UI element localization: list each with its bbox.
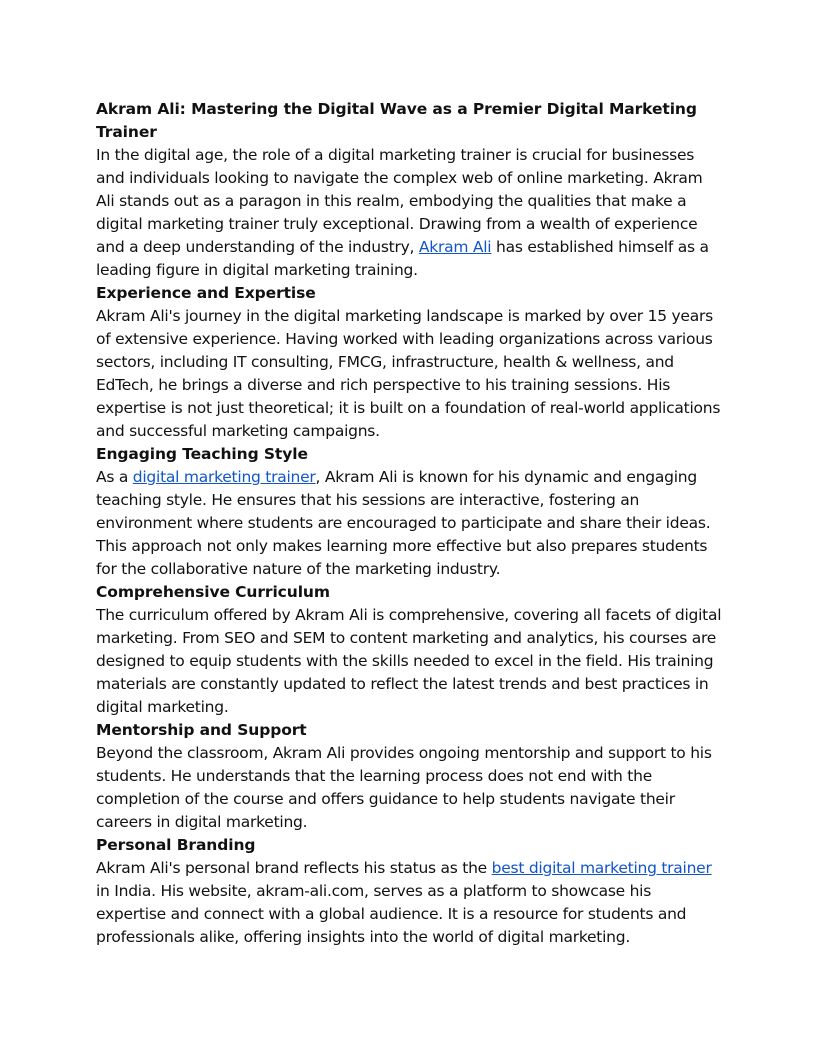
- heading-personal-branding: Personal Branding: [96, 836, 256, 854]
- paragraph-experience-expertise: Akram Ali's journey in the digital marketing landscape is marked by over 15 years of extensive experience. Having worked with leading organizations across various sectors, including IT consulting, FMCG, infrastructure, health & wellness, and EdTech, he brings a diverse and rich perspective to his training sessions. His expertise is not just theoretical; it is built on a foundation of real-world applications and successful marketing campaigns.: [96, 307, 721, 440]
- document-page: [96, 98, 724, 949]
- digital-marketing-trainer-link[interactable]: digital marketing trainer: [132, 468, 316, 486]
- teaching-text-after-link: , Akram Ali is known for his dynamic and engaging teaching style. He ensures that his sessions are interactive, fostering an environment where students are encouraged to participate and share their ideas. This approach not only makes learning more effective but also prepares students for the collaborative nature of the marketing industry.: [96, 468, 711, 578]
- branding-text-after-link: in India. His website, akram-ali.com, serves as a platform to showcase his expertise and connect with a global audience. It is a resource for students and professionals alike, offering insights into the world of digital marketing.: [96, 882, 687, 946]
- intro-text-after-link: has established himself as a leading figure in digital marketing training.: [96, 238, 709, 279]
- branding-text-before-link: Akram Ali's personal brand reflects his status as the: [96, 859, 492, 877]
- paragraph-comprehensive-curriculum: The curriculum offered by Akram Ali is comprehensive, covering all facets of digital marketing. From SEO and SEM to content marketing and analytics, his courses are designed to equip students with the skills needed to excel in the field. His training materials are constantly updated to reflect the latest trends and best practices in digital marketing.: [96, 606, 722, 716]
- best-digital-marketing-trainer-link[interactable]: best digital marketing trainer: [491, 859, 712, 877]
- intro-paragraph: [96, 144, 724, 282]
- paragraph-engaging-teaching-style: [96, 466, 724, 581]
- heading-mentorship-support: Mentorship and Support: [96, 721, 307, 739]
- heading-experience-expertise: Experience and Expertise: [96, 284, 316, 302]
- heading-comprehensive-curriculum: Comprehensive Curriculum: [96, 583, 330, 601]
- heading-engaging-teaching-style: Engaging Teaching Style: [96, 445, 308, 463]
- intro-text-before-link: In the digital age, the role of a digital marketing trainer is crucial for businesses and individuals looking to navigate the complex web of online marketing. Akram Ali stands out as a paragon in this realm, embodying the qualities that make a digital marketing trainer truly exceptional. Drawing from a wealth of experience and a deep understanding of the industry,: [96, 146, 703, 256]
- akram-ali-link[interactable]: Akram Ali: [418, 238, 492, 256]
- teaching-text-before-link: As a: [96, 468, 133, 486]
- document-title: Akram Ali: Mastering the Digital Wave as a Premier Digital Marketing Trainer: [96, 100, 697, 141]
- paragraph-personal-branding: [96, 857, 724, 949]
- paragraph-mentorship-support: Beyond the classroom, Akram Ali provides ongoing mentorship and support to his students. He understands that the learning process does not end with the completion of the course and offers guidance to help students navigate their careers in digital marketing.: [96, 744, 712, 831]
